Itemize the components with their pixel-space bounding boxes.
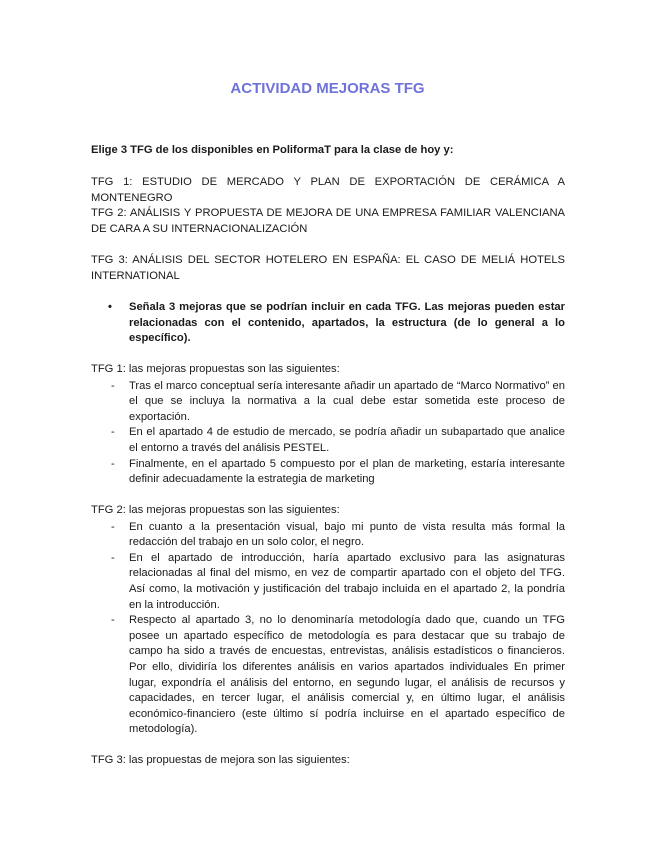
list-item-text: En el apartado de introducción, haría apartado exclusivo para las asignaturas relacionadas al final del mismo, en vez de compartir apartado con el objeto del TFG. Así como, la motivación y justificación del trabajo incluida en el apartado 2, la pondría en la introducción. [129, 551, 565, 611]
list-item-text: En cuanto a la presentación visual, bajo mi punto de vista resulta más formal la redacción del trabajo en un solo color, el negro. [129, 520, 565, 549]
list-item [91, 613, 565, 738]
section-heading: TFG 2: las mejoras propuestas son las siguientes: [91, 504, 340, 516]
section-heading: TFG 1: las mejoras propuestas son las siguientes: [91, 363, 340, 375]
list-item-text: Respecto al apartado 3, no lo denominaría metodología dado que, cuando un TFG posee un apartado específico de metodología es para destacar que su trabajo de campo ha sido a través de encuestas, entrevistas, análisis estadísticos o financieros. Por ello, dividiría los diferentes análisis en varios apartados individuales En primer lugar, expondría el análisis del entorno, en segundo lugar, el análisis de recursos y capacidades, en tercer lugar, el análisis comercial y, en último lugar, el análisis económico-financiero (este último sí podría incluirse en el apartado específico de metodología). [129, 614, 565, 736]
improvement-list [91, 520, 565, 738]
bullet-marker: • [108, 301, 112, 313]
section-tfg-1 [91, 362, 565, 488]
dash-marker: - [111, 614, 115, 627]
dash-marker: - [111, 520, 115, 533]
section-tfg-3 [91, 753, 565, 769]
dash-marker: - [111, 426, 115, 439]
dash-marker: - [111, 457, 115, 470]
list-item-text: Finalmente, en el apartado 5 compuesto por el plan de marketing, estaría interesante definir adecuadamente la estrategia de marketing [129, 457, 565, 486]
task-bullet-list [91, 300, 565, 347]
dash-marker: - [111, 551, 115, 564]
section-heading: TFG 3: las propuestas de mejora son las siguientes: [91, 754, 350, 766]
list-item-text: En el apartado 4 de estudio de mercado, se podría añadir un subapartado que analice el entorno a través del análisis PESTEL. [129, 426, 565, 454]
tfg-2-title: TFG 2: ANÁLISIS Y PROPUESTA DE MEJORA DE UNA EMPRESA FAMILIAR VALENCIANA DE CARA A SU INTERNACIONALIZACIÓN [91, 207, 565, 235]
task-bullet-text: Señala 3 mejoras que se podrían incluir en cada TFG. Las mejoras pueden estar relacionadas con el contenido, apartados, la estructura (de lo general a lo específico). [129, 301, 565, 345]
task-bullet-item [91, 300, 565, 347]
section-tfg-2 [91, 503, 565, 738]
list-item [91, 457, 565, 488]
improvement-list [91, 379, 565, 488]
tfg-1-title: TFG 1: ESTUDIO DE MERCADO Y PLAN DE EXPORTACIÓN DE CERÁMICA A MONTENEGRO [91, 176, 565, 204]
list-item [91, 379, 565, 426]
list-item [91, 520, 565, 551]
dash-marker: - [111, 379, 115, 392]
intro-instruction: Elige 3 TFG de los disponibles en PoliformaT para la clase de hoy y: [91, 144, 454, 156]
tfg-3-title: TFG 3: ANÁLISIS DEL SECTOR HOTELERO EN ESPAÑA: EL CASO DE MELIÁ HOTELS INTERNATIONAL [91, 254, 565, 282]
list-item [91, 551, 565, 613]
page-title: ACTIVIDAD MEJORAS TFG [230, 80, 425, 97]
list-item [91, 425, 565, 456]
list-item-text: Tras el marco conceptual sería interesante añadir un apartado de “Marco Normativo” en el que se incluya la normativa a la cual debe estar sometida este proceso de exportación. [129, 379, 565, 423]
